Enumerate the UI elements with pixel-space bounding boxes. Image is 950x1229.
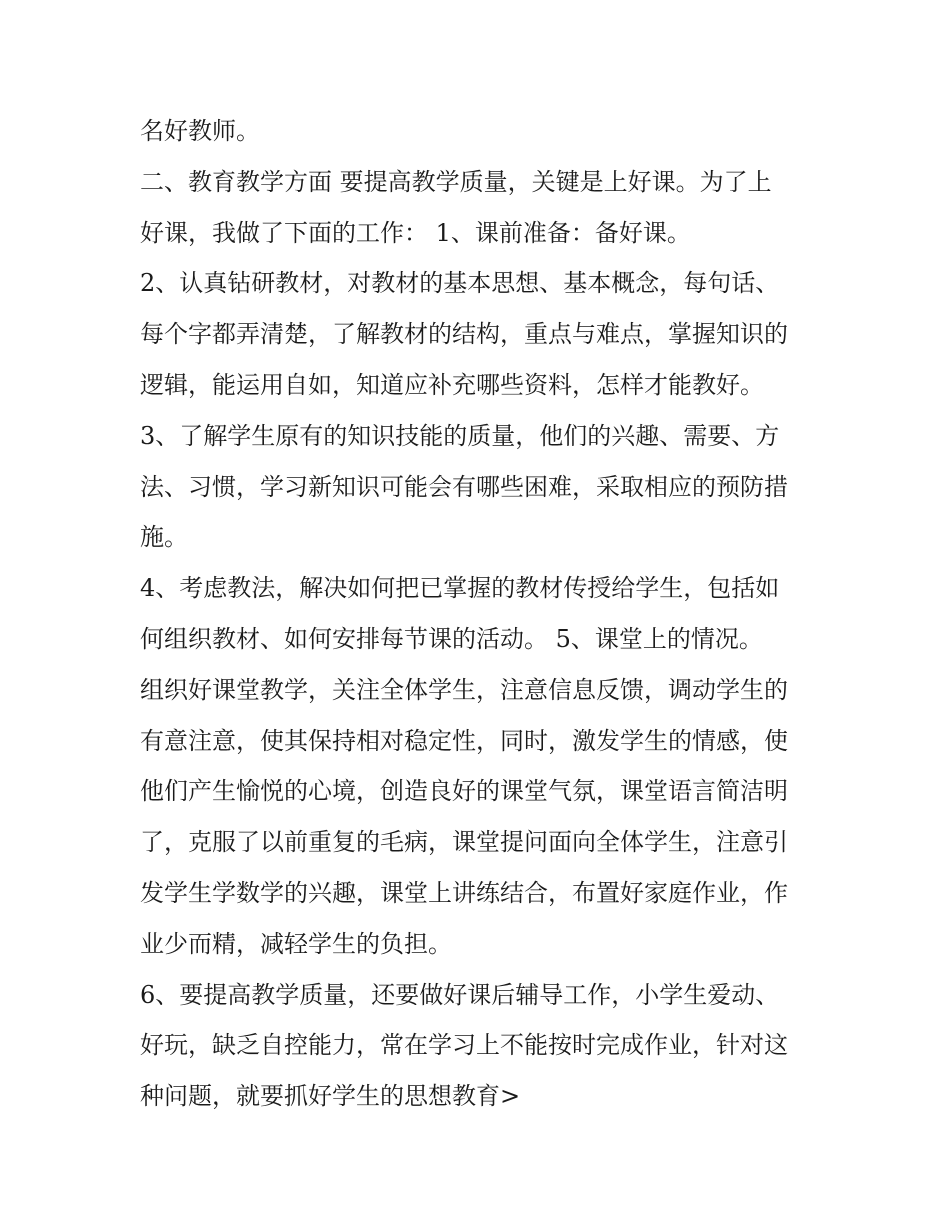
text-line: 施。 — [140, 523, 188, 552]
text-line: 发学生学数学的兴趣，课堂上讲练结合，布置好家庭作业，作 — [140, 878, 788, 907]
text-line: 好课，我做了下面的工作： 1、课前准备：备好课。 — [140, 218, 691, 247]
text-line: 业少而精，减轻学生的负担。 — [140, 929, 452, 958]
text-line: 好玩，缺乏自控能力，常在学习上不能按时完成作业，针对这 — [140, 1031, 788, 1060]
text-line: 每个字都弄清楚，了解教材的结构，重点与难点，掌握知识的 — [140, 320, 788, 349]
text-line: 组织好课堂教学，关注全体学生，注意信息反馈，调动学生的 — [140, 675, 788, 704]
text-line: 法、习惯，学习新知识可能会有哪些困难，采取相应的预防措 — [140, 472, 788, 501]
text-line: 3、了解学生原有的知识技能的质量，他们的兴趣、需要、方 — [140, 421, 780, 450]
text-line: 他们产生愉悦的心境，创造良好的课堂气氛，课堂语言简洁明 — [140, 777, 788, 806]
text-line: 逻辑，能运用自如，知道应补充哪些资料，怎样才能教好。 — [140, 370, 764, 399]
text-line: 4、考虑教法，解决如何把已掌握的教材传授给学生，包括如 — [140, 574, 780, 603]
body-text — [140, 106, 820, 1122]
text-line: 2、认真钻研教材，对教材的基本思想、基本概念，每句话、 — [140, 269, 780, 298]
text-line: 种问题，就要抓好学生的思想教育> — [140, 1082, 521, 1111]
text-line: 了，克服了以前重复的毛病，课堂提问面向全体学生，注意引 — [140, 828, 788, 857]
text-line: 何组织教材、如何安排每节课的活动。 5、课堂上的情况。 — [140, 624, 763, 653]
text-line: 名好教师。 — [140, 117, 260, 145]
text-line: 有意注意，使其保持相对稳定性，同时，激发学生的情感，使 — [140, 726, 788, 755]
text-line: 6、要提高教学质量，还要做好课后辅导工作，小学生爱动、 — [140, 980, 780, 1009]
text-line: 二、教育教学方面 要提高教学质量，关键是上好课。为了上 — [140, 167, 772, 196]
